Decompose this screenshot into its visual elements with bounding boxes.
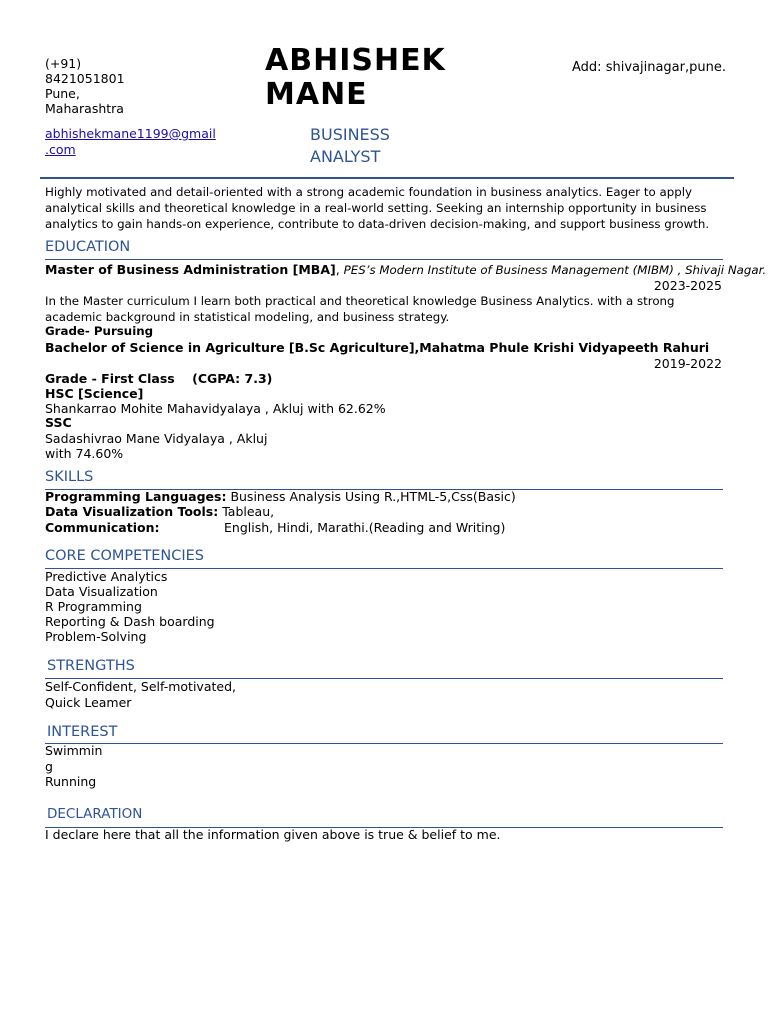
mba-institute: PES’s Modern Institute of Business Management (MIBM) , Shivaji Nagar.: [343, 263, 767, 277]
interest-heading: INTEREST: [47, 724, 118, 740]
mba-grade: Grade- Pursuing: [45, 324, 154, 338]
skill-visualization: [45, 504, 274, 519]
candidate-name: [265, 44, 446, 112]
declaration-text: I declare here that all the information given above is true & belief to me.: [45, 827, 501, 842]
job-title: [310, 124, 390, 168]
email-line-2: .com: [45, 142, 76, 157]
email-link[interactable]: [45, 126, 245, 158]
core-item: Reporting & Dash boarding: [45, 614, 215, 629]
core-item: R Programming: [45, 599, 142, 614]
ssc-detail-2: with 74.60%: [45, 446, 124, 461]
header-divider: [40, 177, 734, 179]
bsc-grade: Grade - First Class (CGPA: 7.3): [45, 371, 273, 386]
profile-summary: Highly motivated and detail-oriented with a strong academic foundation in business analytics. Eager to apply analytical skills and theoretical knowledge in a real-world setting. Seeking an internship opportunity in business analytics to gain hands-on experience, contribute to data-driven decision-making, and support business growth.: [45, 185, 710, 231]
interest-line-3: Running: [45, 774, 97, 789]
mba-separator: ,: [335, 262, 344, 277]
skill-programming-value: Business Analysis Using R.,HTML-5,Css(Basic): [230, 489, 516, 504]
interest-divider: [45, 743, 723, 744]
mba-degree: Master of Business Administration [MBA]: [45, 262, 336, 277]
bsc-years: 2019-2022: [653, 356, 722, 371]
core-item: Problem-Solving: [45, 629, 147, 644]
interest-line-1: Swimmin: [45, 743, 103, 758]
education-heading: EDUCATION: [45, 239, 131, 255]
interest-line-2: g: [45, 759, 53, 774]
education-divider: [45, 259, 723, 260]
ssc-title: SSC: [45, 415, 72, 430]
skill-programming-label: Programming Languages:: [45, 489, 227, 504]
strength-line-1: Self-Confident, Self-motivated,: [45, 679, 236, 694]
role-line-1: BUSINESS: [310, 125, 390, 144]
name-last: MANE: [265, 77, 368, 112]
address: [572, 60, 726, 75]
hsc-detail: Shankarrao Mohite Mahavidyalaya , Akluj with 62.62%: [45, 401, 386, 416]
core-item: Predictive Analytics: [45, 569, 168, 584]
state: Maharashtra: [45, 101, 124, 116]
city: Pune,: [45, 86, 80, 101]
core-heading: CORE COMPETENCIES: [45, 548, 204, 564]
skill-visualization-label: Data Visualization Tools:: [45, 504, 219, 519]
phone-number: 8421051801: [45, 71, 125, 86]
mba-years: 2023-2025: [653, 278, 722, 293]
mba-description: In the Master curriculum I learn both practical and theoretical knowledge Business Analytics. with a strong academic background in statistical modeling, and business strategy.: [45, 294, 675, 324]
mba-entry: [45, 262, 766, 278]
email-line-1: abhishekmane1199@gmail: [45, 126, 216, 141]
address-label: Add:: [572, 60, 602, 75]
address-value: shivajinagar,pune.: [605, 60, 726, 75]
declaration-heading: DECLARATION: [47, 806, 143, 822]
skills-heading: SKILLS: [45, 469, 94, 485]
core-item: Data Visualization: [45, 584, 158, 599]
bsc-entry: Bachelor of Science in Agriculture [B.Sc Agriculture],Mahatma Phule Krishi Vidyapeeth Rahuri: [45, 340, 710, 355]
hsc-title: HSC [Science]: [45, 386, 144, 401]
skill-communication-label: Communication:: [45, 520, 160, 535]
skill-programming: [45, 489, 516, 504]
phone-code: (+91): [45, 56, 82, 71]
role-line-2: ANALYST: [310, 147, 381, 166]
ssc-detail-1: Sadashivrao Mane Vidyalaya , Akluj: [45, 431, 268, 446]
skill-communication-value: English, Hindi, Marathi.(Reading and Writing): [224, 520, 506, 535]
name-first: ABHISHEK: [265, 43, 446, 78]
strengths-heading: STRENGTHS: [47, 658, 135, 674]
contact-block: [45, 56, 245, 158]
strength-line-2: Quick Leamer: [45, 695, 132, 710]
skill-visualization-value: Tableau,: [222, 504, 275, 519]
